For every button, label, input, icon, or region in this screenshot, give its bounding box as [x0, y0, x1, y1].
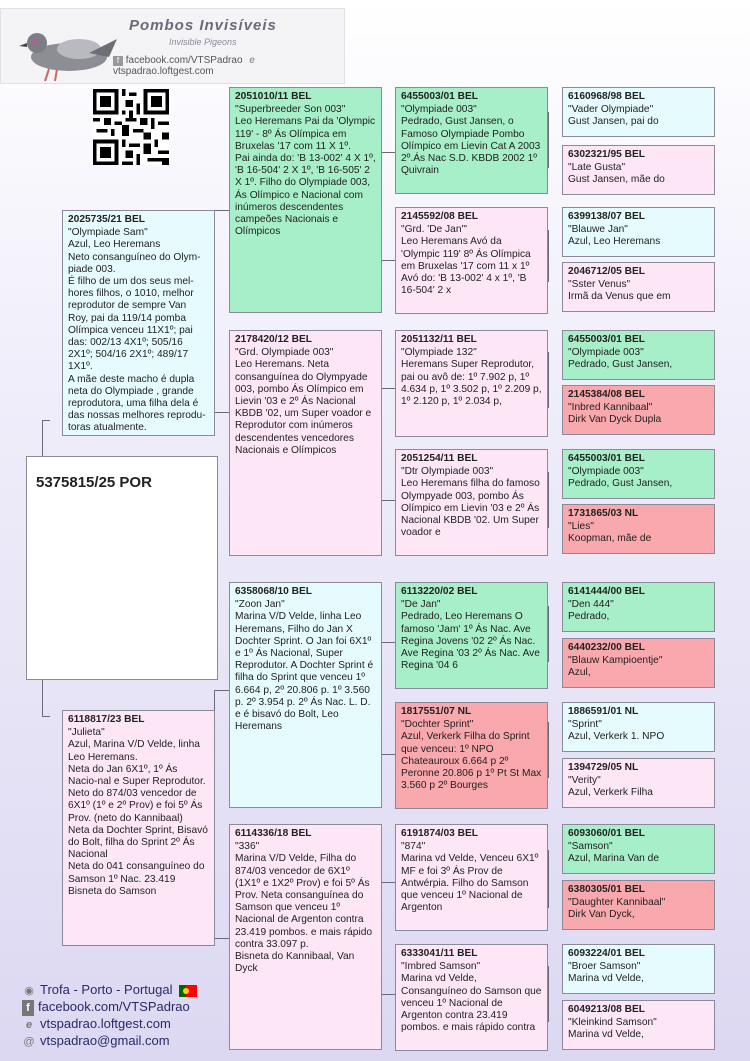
pedigree-text: "Olympiade Sam" Azul, Leo Heremans Neto consanguíneo do Olym-piade 003. É filho de um dos seus mel-hores filhos, o 1010, melhor reprodutor de sempre Van Roy, pai da 119/14 pomba Olímpica venceu 11X1º; pai das: 002/13 4X1º; 505/16 2X1º; 504/16 2X1º; 489/17 1X1º. A mãe deste macho é dupla neta do Olympiade , grande reprodutora, uma filha dela é das nossas melhores reprodu-toras atualmente.: [68, 227, 206, 434]
pedigree-text: "Olympiade 003" Pedrado, Gust Jansen,: [568, 466, 673, 490]
header-banner: [0, 8, 345, 84]
ring-number: 1394729/05 NL: [568, 762, 639, 773]
ggg-box: [562, 582, 715, 632]
pedigree-text: "Verity" Azul, Verkerk Filha: [568, 775, 653, 799]
ring-number: 6455003/01 BEL: [401, 91, 479, 102]
ggg-box: [562, 944, 715, 994]
brand-contact: [113, 55, 344, 77]
ring-number: 2145384/08 BEL: [568, 389, 646, 400]
tree-connector: [381, 994, 395, 995]
ring-number: 2025735/21 BEL: [68, 214, 146, 225]
pedigree-text: "Zoon Jan" Marina V/D Velde, linha Leo Heremans, Filho do Jan X Dochter Sprint. O Jan foi 6X1º e 1º Ás Nacional, Super Reprodutor. A Dochter Sprint é filha do Sprint que venceu 1º 6.664 p, 2º 20.806 p. 1º 3.560 p. 2º 3.954 p. 2º Ás Nac. L. D. e é bisavó do Bolt, Leo Heremans: [235, 599, 374, 733]
ggg-box: [562, 145, 715, 195]
pedigree-text: "Sster Venus" Irmã da Venus que em: [568, 279, 671, 303]
footer-email[interactable]: vtspadrao@gmail.com: [40, 1033, 170, 1048]
ring-number: 6049213/08 BEL: [568, 1004, 646, 1015]
footer-website[interactable]: vtspadrao.loftgest.com: [40, 1016, 171, 1031]
pedigree-text: "De Jan" Pedrado, Leo Heremans O famoso 'Jam' 1º Ás Nac. Ave Regina Jovens '02 2º Ás Nac. Ave Regina '03 2º Ás Nac. Ave Regina '04 6: [401, 599, 540, 672]
ggg-box: [562, 87, 715, 137]
ring-number: 6191874/03 BEL: [401, 828, 479, 839]
ring-number: 6333041/11 BEL: [401, 948, 478, 959]
tree-connector: [381, 500, 395, 501]
great-grandparent-box: [395, 944, 548, 1051]
email-icon: @: [23, 1036, 35, 1048]
tree-connector: [548, 850, 549, 908]
tree-connector: [548, 722, 549, 778]
tree-connector: [42, 716, 50, 717]
tree-connector: [548, 606, 549, 662]
pedigree-text: "Olympiade 003" Pedrado, Gust Jansen,: [568, 347, 673, 371]
pedigree-text: "Kleinkind Samson" Marina vd Velde,: [568, 1017, 657, 1041]
ring-number: 1731865/03 NL: [568, 508, 639, 519]
ggg-box: [562, 638, 715, 688]
ring-number: 6455003/01 BEL: [568, 453, 646, 464]
web-icon: e: [25, 1019, 33, 1031]
pedigree-text: "Grd. 'De Jan'" Leo Heremans Avó da 'Olympic 119' 8º Ás Olímpica em Bruxelas '17 com 11 x 1º Avó do: 'B 13-002' 4 x 1º, 'B 16-504' 2 x: [401, 224, 531, 297]
ring-number: 6160968/98 BEL: [568, 91, 646, 102]
ring-number: 6302321/95 BEL: [568, 149, 646, 160]
ring-number: 6380305/01 BEL: [568, 884, 646, 895]
tree-connector: [214, 412, 229, 413]
ring-number: 6399138/07 BEL: [568, 211, 646, 222]
pedigree-text: "Blauw Kampioentje" Azul,: [568, 655, 663, 679]
subject-ring: 5375815/25 POR: [36, 474, 152, 491]
grandparent-box: [229, 582, 382, 808]
pedigree-text: "874" Marina vd Velde, Venceu 6X1º MF e foi 3º Ás Prov de Antwérpia. Filho do Samson que venceu 1º Nacional de Argenton: [401, 841, 539, 914]
pedigree-text: "Den 444" Pedrado,: [568, 599, 614, 623]
tree-connector: [548, 966, 549, 1022]
grandparent-box: [229, 330, 382, 556]
footer-contact: [22, 982, 197, 1050]
grandparent-box: [229, 87, 382, 313]
tree-connector: [548, 472, 549, 528]
pedigree-text: "Late Gusta" Gust Jansen, mãe do: [568, 162, 665, 186]
ggg-box: [562, 702, 715, 752]
ring-number: 2046712/05 BEL: [568, 266, 646, 277]
pedigree-text: "Vader Olympiade" Gust Jansen, pai do: [568, 104, 659, 128]
ring-number: 6455003/01 BEL: [568, 334, 646, 345]
ggg-box: [562, 880, 715, 930]
pedigree-text: "Olympiade 132" Heremans Super Reprodutor, pai ou avô de: 1º 7.902 p, 1º 4.634 p, 1º 3.502 p, 1º 2.209 p, 1º 2.120 p, 1º 2.034 p,: [401, 347, 542, 408]
ring-number: 6440232/00 BEL: [568, 642, 646, 653]
great-grandparent-box: [395, 702, 548, 809]
brand-subtitle: Invisible Pigeons: [169, 37, 237, 47]
great-grandparent-box: [395, 582, 548, 689]
ggg-box: [562, 207, 715, 257]
pedigree-text: "Grd. Olympiade 003" Leo Heremans. Neta consanguínea do Olympyade 003, pombo Ás Olímpico em Lievin '03 e 2º Ás Nacional KBDB '02, um Super voador e Reprodutor com inúmeros descendentes vencedores Nacionais e Olímpicos: [235, 347, 372, 456]
brand-website[interactable]: vtspadrao.loftgest.com: [113, 66, 214, 77]
location-pin-icon: ◉: [24, 985, 34, 997]
qr-code-icon[interactable]: [93, 89, 169, 165]
tree-connector: [214, 690, 229, 691]
pedigree-text: "Lies" Koopman, mãe de: [568, 521, 652, 545]
tree-connector: [548, 112, 549, 168]
ring-number: 6141444/00 BEL: [568, 586, 646, 597]
tree-connector: [548, 230, 549, 282]
pedigree-text: "Olympiade 003" Pedrado, Gust Jansen, o Famoso Olympiade Pombo Olímpico em Lievin Cat A 2003 2º.Ás Nac S.D. KBDB 2002 1º Quivrain: [401, 104, 541, 177]
brand-facebook[interactable]: facebook.com/VTSPadrao: [125, 55, 243, 66]
great-grandparent-box: [395, 207, 548, 314]
great-grandparent-box: [395, 824, 548, 931]
great-grandparent-box: [395, 330, 548, 437]
footer-location: Trofa - Porto - Portugal: [40, 982, 173, 997]
ggg-box: [562, 449, 715, 499]
pedigree-text: "Daughter Kannibaal" Dirk Van Dyck,: [568, 897, 666, 921]
pedigree-text: "Imbred Samson" Marina vd Velde, Consanguíneo do Samson que venceu 1º Nacional de Argenton contra 23.419 pombos. e mais rápido contra: [401, 961, 542, 1034]
ring-number: 2051254/11 BEL: [401, 453, 478, 464]
ggg-box: [562, 504, 715, 554]
ring-number: 2051132/11 BEL: [401, 334, 477, 345]
pedigree-text: "Sprint" Azul, Verkerk 1. NPO: [568, 719, 665, 743]
portugal-flag-icon: [179, 985, 197, 997]
ring-number: 6118817/23 BEL: [68, 714, 145, 725]
brand-title: Pombos Invisíveis: [129, 17, 277, 34]
ring-number: 6093224/01 BEL: [568, 948, 646, 959]
footer-facebook[interactable]: facebook.com/VTSPadrao: [38, 999, 190, 1014]
tree-connector: [381, 388, 395, 389]
dam-box: [62, 710, 215, 946]
ggg-box: [562, 385, 715, 435]
tree-connector: [381, 882, 395, 883]
pedigree-text: "Inbred Kannibaal" Dirk Van Dyck Dupla: [568, 402, 662, 426]
pedigree-text: "Blauwe Jan" Azul, Leo Heremans: [568, 224, 661, 248]
grandparent-box: [229, 824, 382, 1050]
ring-number: 2178420/12 BEL: [235, 334, 313, 345]
tree-connector: [42, 420, 50, 421]
ggg-box: [562, 1000, 715, 1050]
ring-number: 1886591/01 NL: [568, 706, 639, 717]
ring-number: 2051010/11 BEL: [235, 91, 312, 102]
pedigree-text: "Dochter Sprint" Azul, Verkerk Filha do Sprint que venceu: 1º NPO Chateauroux 6.664 p 2º Peronne 20.806 p 1º Pt St Max 3.560 p 2º Bourges: [401, 719, 542, 792]
ring-number: 6093060/01 BEL: [568, 828, 646, 839]
facebook-icon: f: [113, 56, 123, 66]
tree-connector: [381, 152, 395, 153]
tree-connector: [381, 260, 395, 261]
ggg-box: [562, 758, 715, 808]
ring-number: 6113220/02 BEL: [401, 586, 478, 597]
tree-connector: [381, 754, 395, 755]
ggg-box: [562, 330, 715, 380]
ring-number: 6358068/10 BEL: [235, 586, 313, 597]
sire-box: [62, 210, 215, 436]
pedigree-text: "Dtr Olympiade 003" Leo Heremans filha do famoso Olympyade 003, pombo Ás Olímpico em Lievin '03 e 2º Ás Nacional KBDB '02. Um Super voador e: [401, 466, 540, 539]
tree-connector: [381, 642, 395, 643]
tree-connector: [214, 210, 229, 211]
pigeon-logo-icon: [9, 9, 119, 85]
ring-number: 1817551/07 NL: [401, 706, 472, 717]
tree-connector: [548, 352, 549, 408]
facebook-icon: f: [22, 1000, 34, 1016]
tree-connector: [214, 938, 229, 939]
pedigree-text: "Superbreeder Son 003" Leo Heremans Pai da 'Olympic 119' - 8º Ás Olímpica em Bruxelas '17 com 11 X 1º. Pai ainda do: 'B 13-002' 4 X 1º, 'B 16-504' 2 X 1º, 'B 16-505' 2 X 1º. Filho do Olympiade 003, Ás Olímpico e Nacional com inúmeros descendentes campeões Nacionais e Olímpicos: [235, 104, 376, 238]
web-icon: e: [249, 55, 255, 66]
ggg-box: [562, 262, 715, 312]
great-grandparent-box: [395, 87, 548, 194]
ring-number: 2145592/08 BEL: [401, 211, 479, 222]
great-grandparent-box: [395, 449, 548, 556]
pedigree-text: "Samson" Azul, Marina Van de: [568, 841, 659, 865]
ring-number: 6114336/18 BEL: [235, 828, 312, 839]
pedigree-text: "Julieta" Azul, Marina V/D Velde, linha Leo Heremans. Neta do Jan 6X1º, 1º Ás Nacio-nal e Super Reprodutor. Neto do 874/03 vencedor de 6X1º (1º e 2º Prov) e foi 5º Ás Prov. (neto do Kannibaal) Neta da Dochter Sprint, Bisavó do Bolt, filha do Sprint 2º Ás Nacional Neta do 041 consanguíneo do Samson 1º Nac. 23.419 Bisneta do Samson: [68, 727, 208, 897]
pedigree-text: "336" Marina V/D Velde, Filha do 874/03 vencedor de 6X1º (1X1º e 1X2º Prov) e foi 5º Ás Prov. Neta consanguínea do Samson que venceu 1º Nacional de Argenton contra 23.419 pombos. e mais rápido contra 33.097 p. Bisneta do Kannibaal, Van Dyck: [235, 841, 373, 975]
pedigree-text: "Broer Samson" Marina vd Velde,: [568, 961, 644, 985]
ggg-box: [562, 824, 715, 874]
